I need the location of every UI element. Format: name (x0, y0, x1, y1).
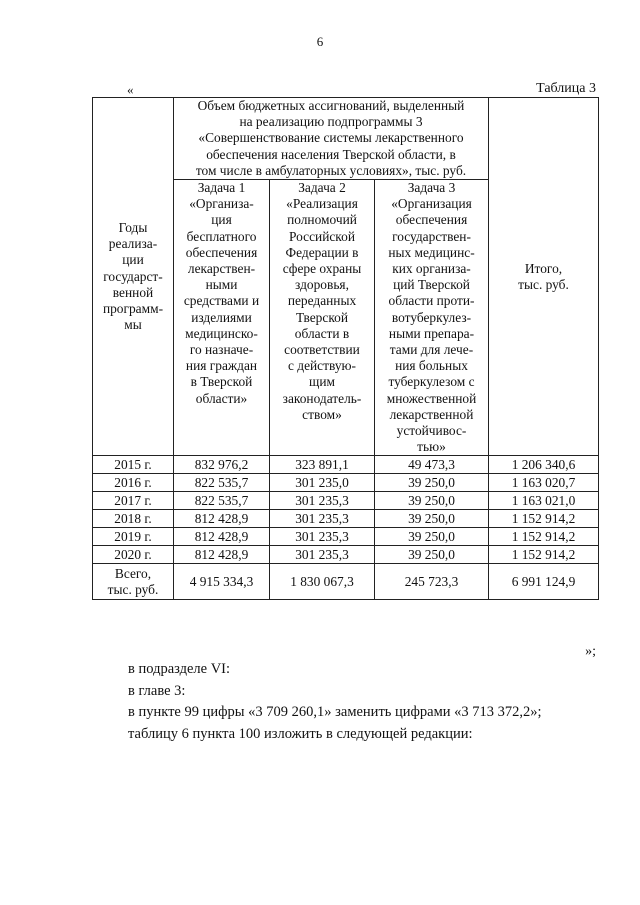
text-line: Годы (118, 220, 148, 236)
cell-year: 2019 г. (93, 528, 174, 546)
cell-task-2: 301 235,3 (270, 528, 375, 546)
text-line: изделиями (191, 309, 252, 325)
amendment-line: таблицу 6 пункта 100 изложить в следующей редакции: (128, 725, 473, 742)
cell-task-3: 49 473,3 (375, 456, 489, 474)
text-line: туберкулезом с (388, 374, 475, 390)
header-budget-volume (174, 98, 489, 180)
amendment-line: в подразделе VI: (128, 661, 231, 677)
text-line: «Совершенствование системы лекарственного (198, 130, 464, 146)
text-line: переданных (287, 293, 357, 309)
cell-task-3: 39 250,0 (375, 528, 489, 546)
table-row (93, 546, 599, 564)
text-line: Тверской (295, 309, 349, 325)
text-line: государствен- (392, 228, 471, 244)
cell-sum-task-3: 245 723,3 (375, 564, 489, 600)
cell-sum-task-1: 4 915 334,3 (174, 564, 270, 600)
cell-total: 1 163 021,0 (489, 492, 599, 510)
text-line: тыс. руб. (107, 581, 159, 597)
header-total (489, 98, 599, 456)
cell-task-3: 39 250,0 (375, 492, 489, 510)
text-line: средствами и (183, 293, 260, 309)
cell-task-2: 301 235,3 (270, 492, 375, 510)
cell-task-2: 301 235,3 (270, 546, 375, 564)
text-line: программ- (102, 301, 164, 317)
text-line: с действую- (287, 358, 357, 374)
cell-sum-total: 6 991 124,9 (489, 564, 599, 600)
text-line: ных медицинс- (388, 244, 475, 260)
text-line: лекарствен- (187, 261, 256, 277)
text-line: Российской (289, 228, 355, 244)
header-years-lines (95, 220, 171, 333)
cell-task-3: 39 250,0 (375, 474, 489, 492)
table-caption: Таблица 3 (536, 81, 596, 96)
text-line: области» (195, 390, 248, 406)
cell-total: 1 163 020,7 (489, 474, 599, 492)
text-line: Задача 1 (197, 180, 246, 196)
text-line: Задача 2 (298, 180, 346, 196)
text-line: мы (124, 317, 142, 333)
header-task-1-lines (176, 180, 267, 407)
text-line: вотуберкулез- (391, 309, 472, 325)
header-task-3 (375, 180, 489, 456)
text-line: ции (122, 252, 144, 268)
text-line: Объем бюджетных ассигнований, выделенный (197, 98, 465, 113)
text-line: государст- (103, 268, 163, 284)
text-line: Всего, (114, 565, 152, 581)
text-line: обеспечения (395, 212, 468, 228)
table-row (93, 456, 599, 474)
text-line: реализа- (108, 236, 158, 252)
cell-total: 1 152 914,2 (489, 546, 599, 564)
amendment-line: в главе 3: (128, 682, 186, 699)
text-line: области в (294, 325, 350, 341)
cell-year: 2020 г. (93, 546, 174, 564)
text-line: соответствии (284, 342, 360, 358)
text-line: ными препара- (388, 325, 475, 341)
cell-year: 2018 г. (93, 510, 174, 528)
text-line: на реализацию подпрограммы 3 (239, 114, 423, 130)
text-line: законодатель- (282, 390, 362, 406)
cell-task-3: 39 250,0 (375, 510, 489, 528)
cell-year: 2017 г. (93, 492, 174, 510)
cell-total: 1 152 914,2 (489, 510, 599, 528)
text-line: «Организация (391, 196, 472, 212)
amendment-line: в пункте 99 цифры «3 709 260,1» заменить цифрами «3 713 372,2»; (128, 704, 542, 720)
cell-sum-label (93, 564, 174, 600)
table-row (93, 510, 599, 528)
text-line: тью» (417, 439, 446, 455)
text-line: ством» (302, 406, 342, 422)
text-line: устойчивос- (396, 423, 467, 439)
text-line: Федерации в (285, 244, 359, 260)
table-row (93, 492, 599, 510)
text-line: обеспечения населения Тверской области, в (206, 146, 456, 162)
amendment-text (128, 659, 542, 745)
cell-total: 1 152 914,2 (489, 528, 599, 546)
header-task-3-lines (377, 180, 486, 455)
text-line: сфере охраны (282, 261, 362, 277)
cell-sum-task-2: 1 830 067,3 (270, 564, 375, 600)
text-line: тами для лече- (389, 342, 474, 358)
text-line: Итого, (524, 260, 563, 276)
cell-task-1: 812 428,9 (174, 528, 270, 546)
text-line: ния граждан (185, 358, 258, 374)
cell-year: 2016 г. (93, 474, 174, 492)
open-quote: « (127, 82, 134, 97)
text-line: ными (205, 277, 238, 293)
header-years (93, 98, 174, 456)
table-row-total (93, 564, 599, 600)
table-row (93, 528, 599, 546)
header-budget-volume-lines (176, 98, 486, 179)
text-line: в Тверской (190, 374, 253, 390)
header-task-1 (174, 180, 270, 456)
text-line: обеспечения (185, 244, 258, 260)
cell-task-1: 822 535,7 (174, 474, 270, 492)
header-task-2-lines (272, 180, 372, 423)
text-line: множественной (386, 390, 477, 406)
header-total-lines (491, 261, 596, 293)
cell-year: 2015 г. (93, 456, 174, 474)
budget-table (92, 97, 599, 600)
text-line: «Реализация (286, 196, 358, 212)
text-line: ния больных (395, 358, 468, 374)
text-line: «Организа- (189, 196, 254, 212)
cell-sum-label-lines (95, 566, 171, 598)
text-line: венной (112, 284, 154, 300)
table-row (93, 474, 599, 492)
cell-task-1: 812 428,9 (174, 510, 270, 528)
text-line: области проти- (388, 293, 475, 309)
cell-task-1: 822 535,7 (174, 492, 270, 510)
cell-task-2: 301 235,3 (270, 510, 375, 528)
text-line: Задача 3 (407, 180, 456, 196)
text-line: бесплатного (186, 228, 257, 244)
text-line: медицинско- (185, 325, 258, 341)
text-line: ких организа- (392, 261, 471, 277)
text-line: го назначе- (189, 342, 254, 358)
text-line: ция (211, 212, 232, 228)
close-quote: »; (585, 644, 596, 659)
text-line: том числе в амбулаторных условиях», тыс. руб. (195, 162, 467, 178)
page-number: 6 (316, 34, 324, 49)
cell-task-1: 812 428,9 (174, 546, 270, 564)
cell-total: 1 206 340,6 (489, 456, 599, 474)
text-line: ций Тверской (393, 277, 470, 293)
text-line: лекарственной (389, 406, 474, 422)
cell-task-2: 301 235,0 (270, 474, 375, 492)
text-line: тыс. руб. (518, 276, 569, 292)
text-line: щим (309, 374, 335, 390)
cell-task-2: 323 891,1 (270, 456, 375, 474)
text-line: полномочий (287, 212, 357, 228)
cell-task-1: 832 976,2 (174, 456, 270, 474)
text-line: здоровья, (295, 277, 349, 293)
cell-task-3: 39 250,0 (375, 546, 489, 564)
header-task-2 (270, 180, 375, 456)
